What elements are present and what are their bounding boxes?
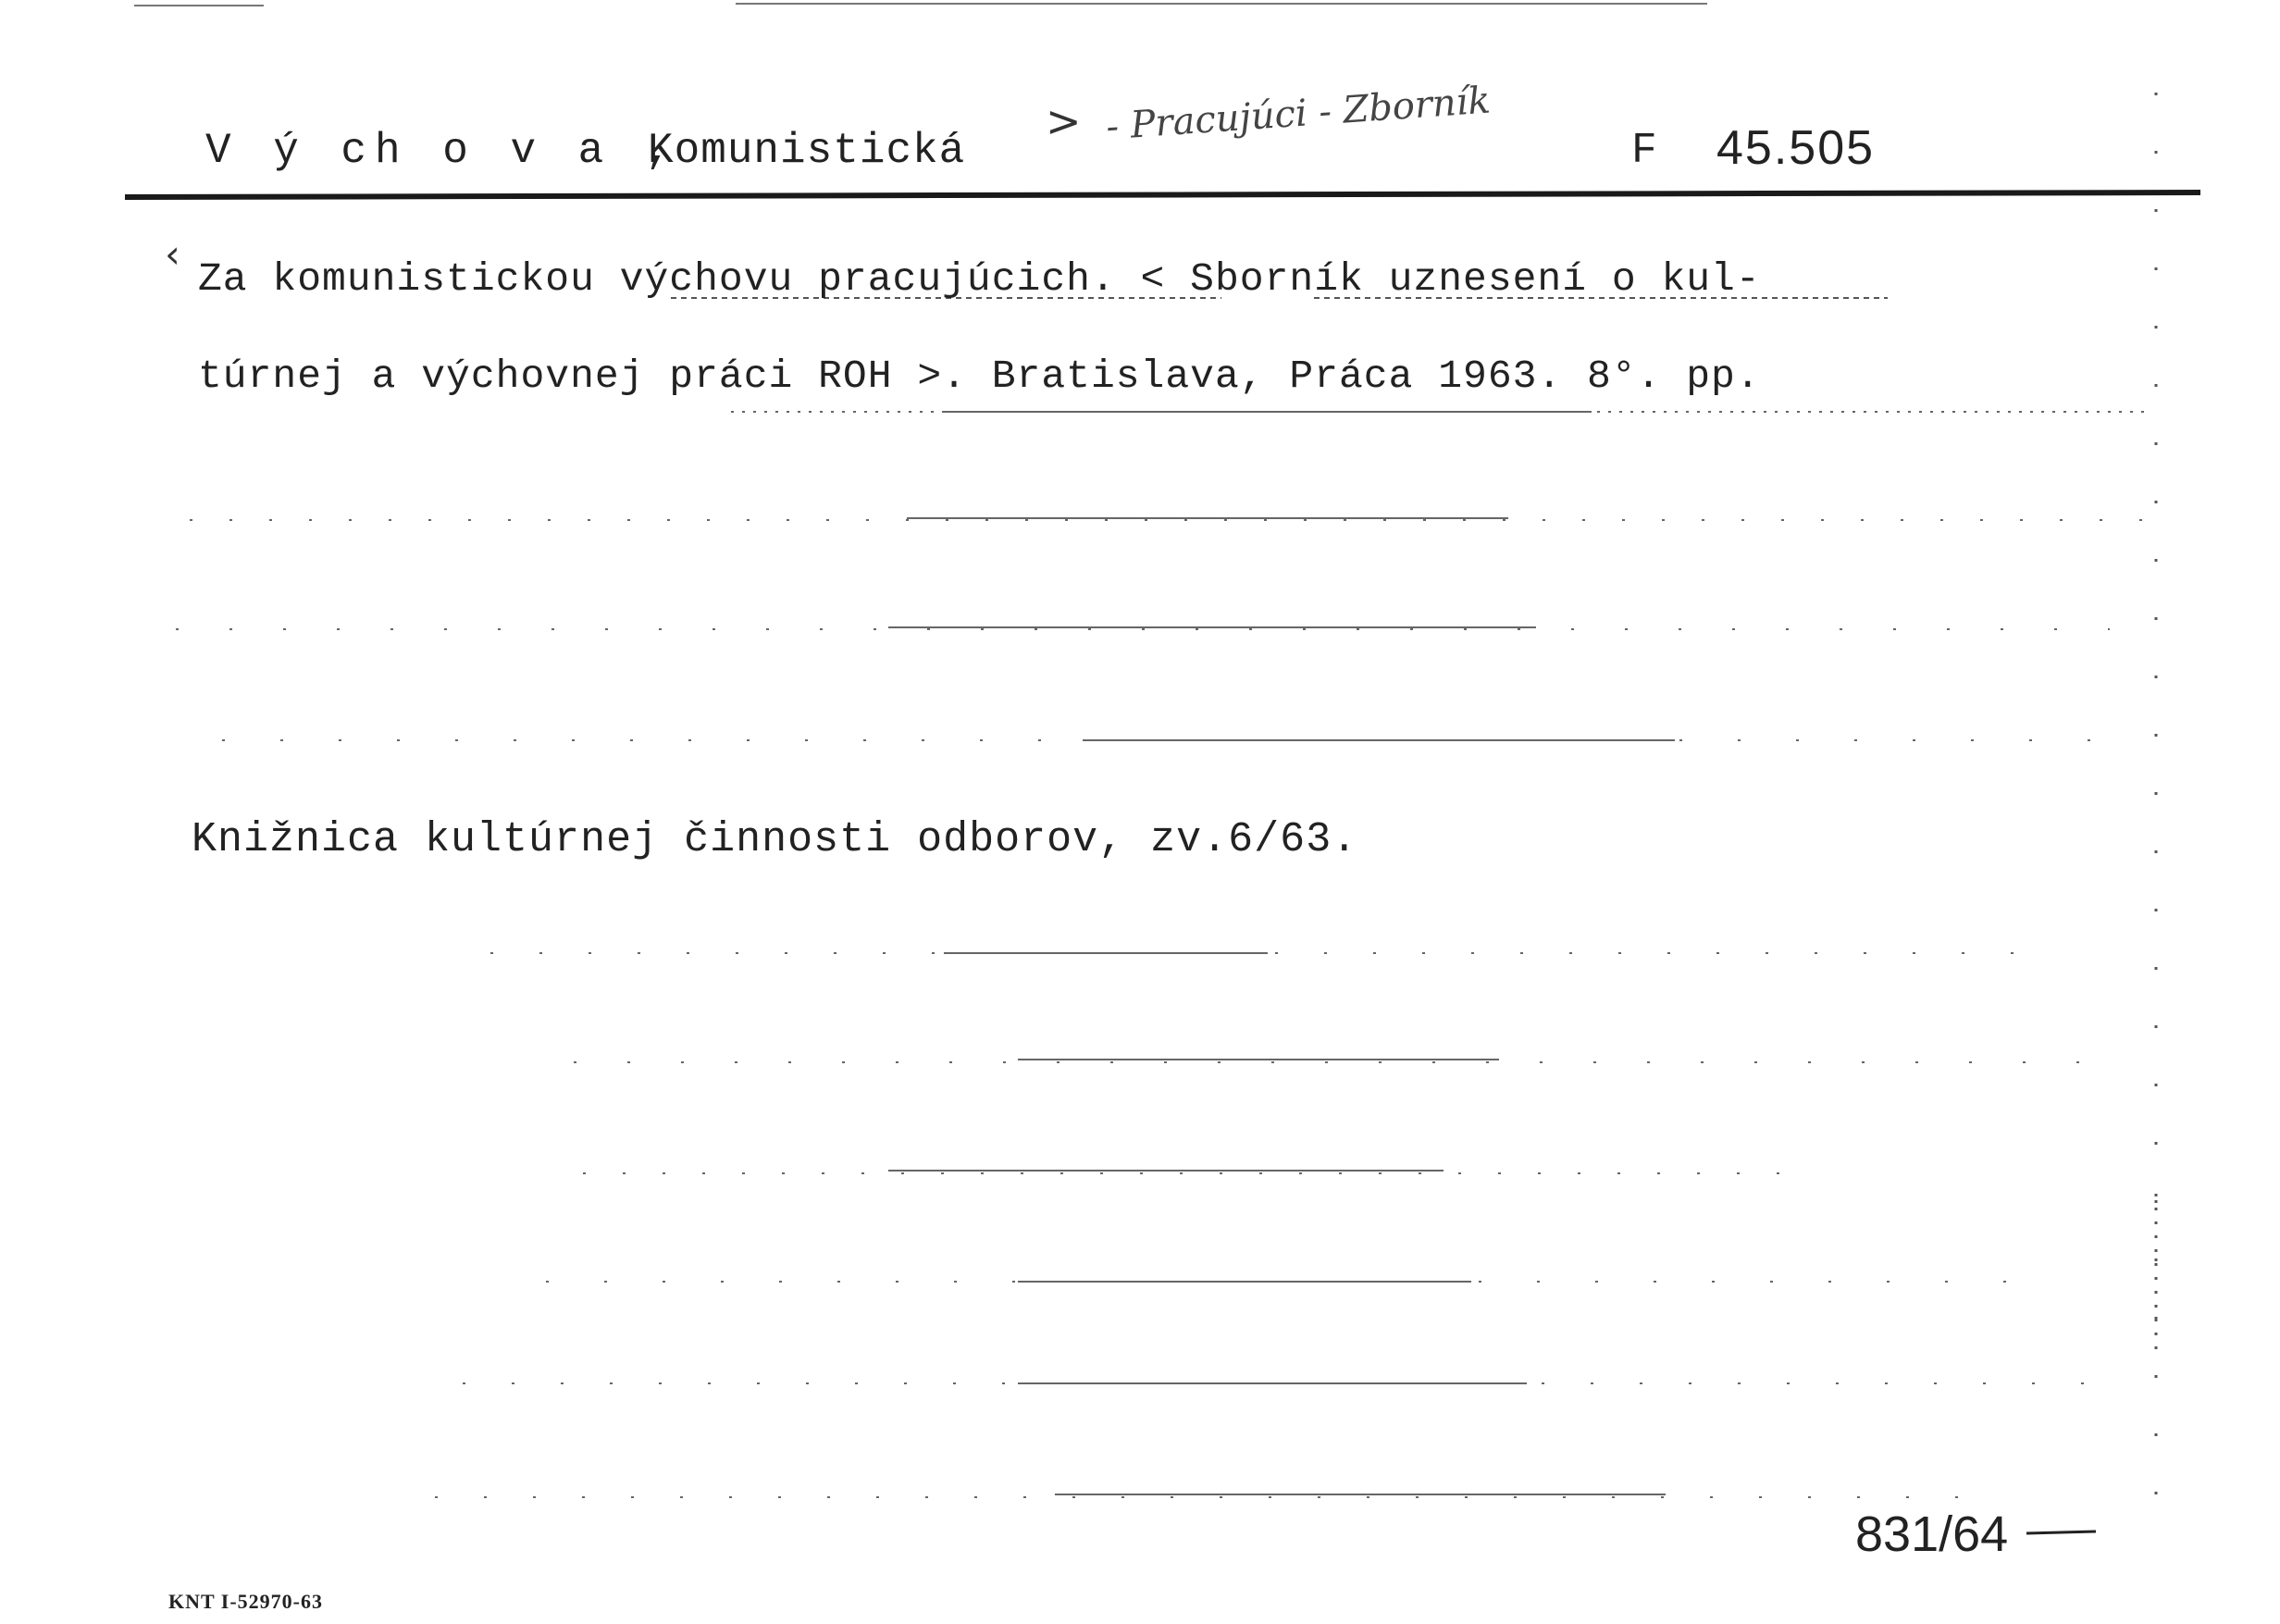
call-number: 45.505 [1716,121,1876,175]
heading-main: V ý ch o v a , [205,127,680,175]
accession-number: 831/64 [1855,1506,2009,1562]
print-code-footer: KNT I-52970-63 [168,1590,323,1613]
handwritten-subject-note: - Pracujúci - Zborník [1104,79,1493,149]
series-statement: Knižnica kultúrnej činnosti odborov, zv.6/63. [192,816,1358,863]
call-number-prefix: F [1631,127,1658,175]
heading-sub: Komunistická [648,127,966,175]
entry-line-1: Za komunistickou výchovu pracujúcich. < Sborník uznesení o kul- [198,256,1761,302]
heading-arrow-mark: > [1046,96,1082,146]
entry-line-2: túrnej a výchovnej práci ROH >. Bratislava, Práca 1963. 8°. pp. [198,353,1761,399]
entry-open-mark: ‹ [165,231,180,277]
heading-rule [125,192,2200,197]
